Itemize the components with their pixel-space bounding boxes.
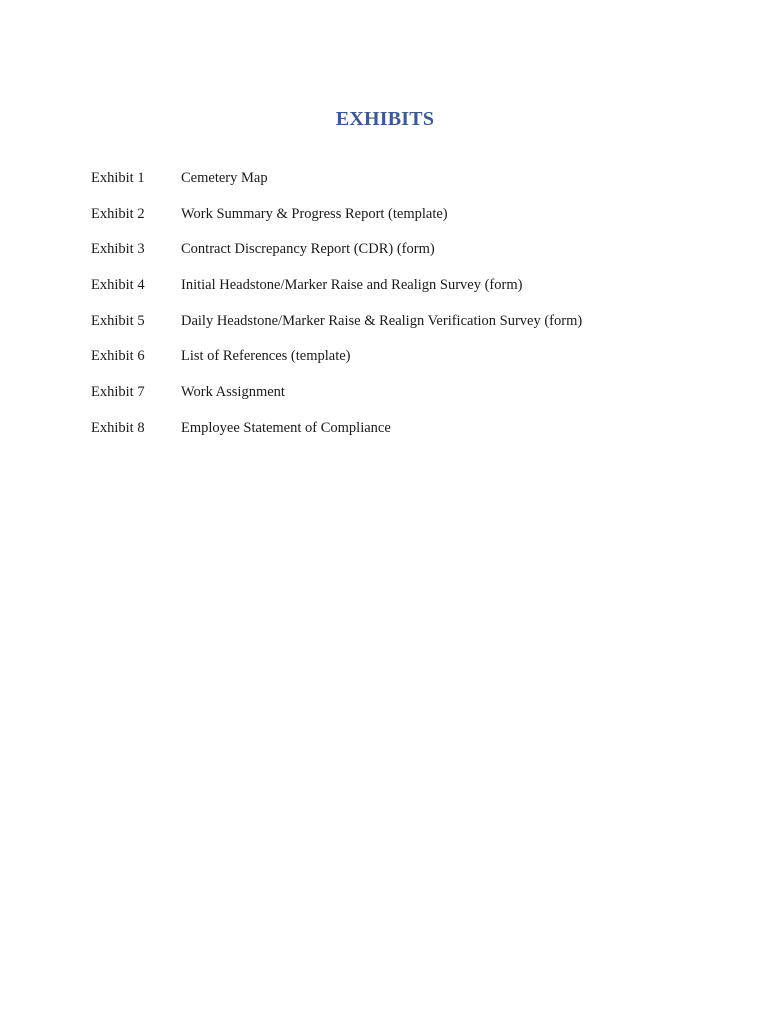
exhibit-description: Employee Statement of Compliance [181, 419, 391, 436]
exhibit-row [91, 311, 731, 347]
exhibit-row [91, 275, 731, 311]
exhibit-description: Initial Headstone/Marker Raise and Realign Survey (form) [181, 277, 523, 294]
exhibit-description: Contract Discrepancy Report (CDR) (form) [181, 241, 435, 258]
exhibit-number: Exhibit 7 [91, 384, 145, 401]
exhibit-number: Exhibit 6 [91, 348, 145, 365]
exhibit-number: Exhibit 2 [91, 205, 145, 222]
exhibit-description: Daily Headstone/Marker Raise & Realign Verification Survey (form) [181, 312, 583, 329]
exhibit-number: Exhibit 8 [91, 419, 145, 436]
exhibit-row [91, 168, 731, 204]
exhibit-number: Exhibit 3 [91, 241, 145, 258]
exhibit-number: Exhibit 4 [91, 277, 145, 294]
exhibit-row [91, 382, 731, 418]
exhibit-description: Work Assignment [181, 384, 285, 401]
exhibit-row [91, 239, 731, 275]
page-title: EXHIBITS [335, 108, 435, 130]
exhibit-row [91, 204, 731, 240]
exhibit-list [91, 168, 731, 454]
exhibit-description: List of References (template) [181, 348, 351, 365]
exhibit-number: Exhibit 1 [91, 170, 145, 186]
exhibit-description: Work Summary & Progress Report (template) [181, 205, 448, 222]
exhibit-description: Cemetery Map [181, 170, 268, 186]
exhibit-row [91, 346, 731, 382]
exhibit-number: Exhibit 5 [91, 312, 145, 329]
exhibit-row [91, 418, 731, 454]
